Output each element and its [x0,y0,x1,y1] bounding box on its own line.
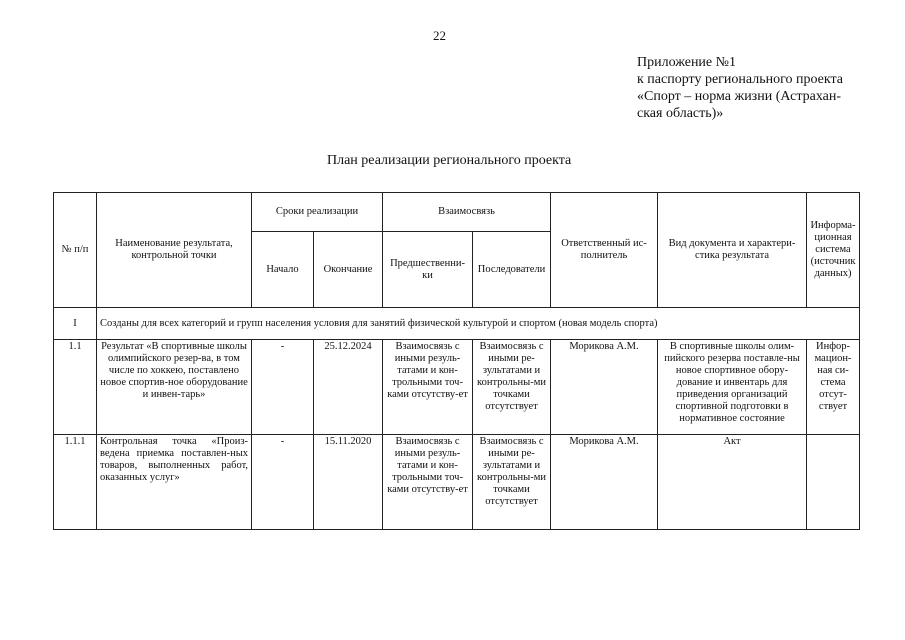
header-responsible: Ответственный ис-полнитель [551,193,658,308]
table-row [54,340,860,435]
header-start: Начало [252,232,314,308]
row-info-system: Инфор-мацион-ная си-стема отсут-ствует [807,340,860,435]
row-name: Результат «В спортивные школы олимпийского резер-ва, в том числе по хоккею, поставлено новое спортив-ное оборудование и инвен-тарь» [97,340,252,435]
row-start: - [252,435,314,530]
header-doc-type: Вид документа и характери-стика результата [658,193,807,308]
row-successors: Взаимосвязь с иными ре-зультатами и контрольны-ми точками отсутствует [473,435,551,530]
row-doc-type: Акт [658,435,807,530]
appendix-line-2: к паспорту регионального проекта [637,72,843,87]
implementation-plan-table [53,192,860,530]
row-responsible: Морикова А.М. [551,340,658,435]
row-end: 25.12.2024 [314,340,383,435]
row-start: - [252,340,314,435]
appendix-line-1: Приложение №1 [637,55,736,70]
document-title: План реализации регионального проекта [327,153,572,168]
row-num: 1.1 [54,340,97,435]
row-predecessors: Взаимосвязь с иными резуль-татами и кон-трольными точ-ками отсутству-ет [383,340,473,435]
section-text: Созданы для всех категорий и групп населения условия для занятий физической культурой и спортом (новая модель спорта) [97,308,860,340]
appendix-line-4: ская область)» [637,106,724,121]
section-num: I [54,308,97,340]
header-relation: Взаимосвязь [383,193,551,232]
row-doc-type: В спортивные школы олим-пийского резерва поставле-ны новое спортивное обору-дование и инвентарь для приведения организаций спортивной подготовки в нормативное состояние [658,340,807,435]
header-num: № п/п [54,193,97,308]
row-successors: Взаимосвязь с иными ре-зультатами и контрольны-ми точками отсутствует [473,340,551,435]
page-number: 22 [433,28,446,43]
appendix-caption [637,54,843,122]
appendix-line-3: «Спорт – норма жизни (Астрахан- [637,89,842,104]
header-successors: Последователи [473,232,551,308]
row-info-system [807,435,860,530]
section-row [54,308,860,340]
row-end: 15.11.2020 [314,435,383,530]
header-predecessors: Предшественни-ки [383,232,473,308]
row-name: Контрольная точка «Произ-ведена приемка поставлен-ных товаров, выполненных работ, оказанных услуг» [97,435,252,530]
header-end: Окончание [314,232,383,308]
table-row [54,435,860,530]
row-predecessors: Взаимосвязь с иными резуль-татами и кон-трольными точ-ками отсутству-ет [383,435,473,530]
row-responsible: Морикова А.М. [551,435,658,530]
header-terms: Сроки реализации [252,193,383,232]
header-info-system: Информа-ционная система (источник данных) [807,193,860,308]
header-name: Наименование результата, контрольной точки [97,193,252,308]
row-num: 1.1.1 [54,435,97,530]
